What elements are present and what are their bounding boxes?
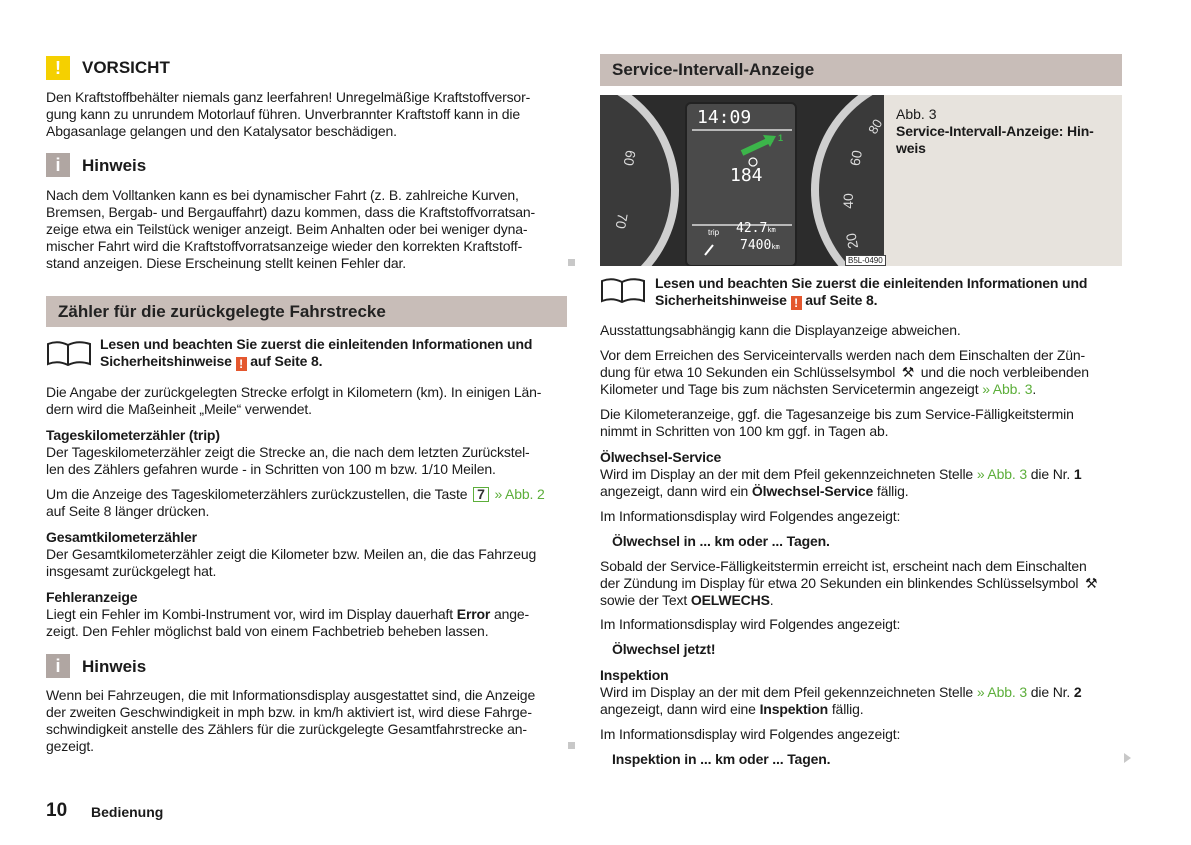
text: der Zündung im Display für etwa 20 Sekunden ein blinkendes Schlüsselsymbol: [600, 575, 1083, 591]
unit: km: [767, 226, 776, 234]
text-line: [600, 381, 1089, 398]
text-line: [600, 322, 961, 339]
text: dung für etwa 10 Sekunden ein Schlüsselsymbol: [600, 364, 899, 380]
text: gung kann zu unrundem Motorlauf führen. Unverbrannter Kraftstoff kann in die: [46, 106, 520, 122]
gauge-label: 40: [839, 193, 856, 209]
text-line: [46, 704, 535, 721]
bold-text: Ölwechsel-Service: [751, 483, 874, 499]
unit: km: [771, 243, 780, 251]
text-line: [600, 616, 900, 633]
note-title: Hinweis: [82, 156, 147, 175]
display-message: [612, 751, 830, 768]
figure-caption: [896, 123, 1094, 157]
bold-text: Inspektion: [759, 701, 829, 717]
text-line: [600, 684, 1082, 701]
reset-paragraph: [46, 486, 545, 520]
bold-text: Lesen und beachten Sie zuerst die einleitenden Informationen und: [100, 336, 533, 352]
caution-title: VORSICHT: [82, 58, 170, 77]
text-line: [600, 667, 1082, 684]
note-text: [46, 187, 535, 272]
text: die Nr.: [1027, 466, 1074, 482]
bold-text: Ölwechsel-Service: [600, 449, 722, 465]
text: Wird im Display an der mit dem Pfeil gekennzeichneten Stelle: [600, 466, 977, 482]
text: Nach dem Volltanken kann es bei dynamischer Fahrt (z. B. zahlreiche Kurven,: [46, 187, 519, 203]
text-line: [600, 592, 1100, 609]
text: Sobald der Service-Fälligkeitstermin erreicht ist, erscheint nach dem Einschalten: [600, 558, 1087, 574]
text-line: [46, 503, 545, 520]
text-line: [896, 123, 1094, 140]
text: mischer Fahrt wird die Kraftstoffvorratsanzeige wieder den korrekten Kraftstoff-: [46, 238, 523, 254]
text-line: [46, 204, 535, 221]
bold-text: Error: [456, 606, 491, 622]
note-text: [46, 687, 535, 755]
trip-value: 42.7: [736, 221, 768, 236]
text: len des Zählers gefahren wurde - in Schritten von 100 m bzw. 1/10 Meilen.: [46, 461, 496, 477]
gauge-label: 60: [846, 148, 866, 168]
text-line: [46, 738, 535, 755]
text: stand anzeigen. Diese Erscheinung stellt keinen Fehler dar.: [46, 255, 407, 271]
text-line: [600, 575, 1100, 592]
text: fällig.: [828, 701, 864, 717]
text: Ausstattungsabhängig kann die Displayanzeige abweichen.: [600, 322, 961, 338]
oil-paragraph: [600, 449, 1082, 500]
paragraph: [600, 508, 900, 525]
text-line: [612, 641, 715, 658]
chapter-name: Bedienung: [91, 804, 164, 820]
text-line: [46, 563, 536, 580]
text: schwindigkeit anstelle des Zählers für die zurückgelegte Gesamtfahrstrecke an-: [46, 721, 527, 737]
bold-text: Ölwechsel jetzt!: [612, 641, 716, 657]
text-line: [600, 726, 900, 743]
text-line: [600, 423, 1074, 440]
text-line: [46, 106, 530, 123]
bold-text: Lesen und beachten Sie zuerst die einleitenden Informationen und: [655, 275, 1088, 291]
text: Kilometer und Tage bis zum nächsten Servicetermin angezeigt: [600, 381, 983, 397]
text-line: [46, 461, 530, 478]
text: Um die Anzeige des Tageskilometerzählers zurückzustellen, die Taste: [46, 486, 472, 502]
end-mark: [568, 259, 575, 266]
text-line: [600, 701, 1082, 718]
wrench-icon: ⚒: [901, 364, 915, 380]
text: nimmt in Schritten von 100 km ggf. in Tagen ab.: [600, 423, 889, 439]
text: und die noch verbleibenden: [916, 364, 1089, 380]
text: Der Tageskilometerzähler zeigt die Strecke an, die nach dem letzten Zurückstel-: [46, 444, 530, 460]
read-first-notice: [655, 275, 1087, 309]
text: weis: [896, 140, 926, 156]
text-line: [46, 546, 536, 563]
text-line: [600, 466, 1082, 483]
text-line: [600, 347, 1089, 364]
service-km-value: 7400: [740, 238, 772, 253]
read-first-notice: [100, 336, 532, 370]
text-line: [46, 255, 535, 272]
text: angezeigt, dann wird eine: [600, 701, 760, 717]
text: fällig.: [873, 483, 909, 499]
bold-text: OELWECHS: [690, 592, 770, 608]
wrench-icon: ⚒: [1084, 575, 1098, 591]
section-title: Zähler für die zurückgelegte Fahrstrecke: [46, 296, 567, 327]
text-line: [100, 336, 532, 353]
text-line: [612, 533, 830, 550]
info-icon: i: [46, 153, 70, 177]
total-paragraph: [46, 529, 536, 580]
bold-text: Inspektion in ... km oder ... Tagen.: [612, 751, 831, 767]
figure-label: Abb. 3: [896, 106, 937, 122]
text-line: [100, 353, 532, 370]
text: .: [769, 592, 774, 608]
page-number: 10: [46, 800, 68, 821]
text: Vor dem Erreichen des Serviceintervalls werden nach dem Einschalten der Zün-: [600, 347, 1086, 363]
gauge-label: 70: [612, 211, 632, 231]
figure-link[interactable]: » Abb. 3: [976, 684, 1027, 700]
text-line: [46, 687, 535, 704]
text-line: [655, 292, 1087, 309]
text-line: [46, 238, 535, 255]
text: Den Kraftstoffbehälter niemals ganz leerfahren! Unregelmäßige Kraftstoffversor-: [46, 89, 531, 105]
inspection-paragraph: [600, 667, 1082, 718]
text: Wenn bei Fahrzeugen, die mit Informationsdisplay ausgestattet sind, die Anzeige: [46, 687, 536, 703]
text-line: [655, 275, 1087, 292]
text-line: [46, 486, 545, 503]
book-icon: [46, 340, 92, 366]
gauge-label: 20: [842, 231, 862, 251]
text: Im Informationsdisplay wird Folgendes angezeigt:: [600, 508, 901, 524]
text-line: [600, 364, 1089, 381]
paragraph: [600, 347, 1089, 398]
bold-text: auf Seite 8.: [801, 292, 878, 308]
bold-text: Tageskilometerzähler (trip): [46, 427, 220, 443]
text: angezeigt, dann wird ein: [600, 483, 752, 499]
paragraph: [46, 384, 541, 418]
text: Bremsen, Bergab- und Bergauffahrt) dazu kommen, dass die Kraftstoffvorratsan-: [46, 204, 536, 220]
text: Die Angabe der zurückgelegten Strecke erfolgt in Kilometern (km). In einigen Län-: [46, 384, 542, 400]
arrow-number: 1: [778, 133, 784, 143]
text-line: [896, 140, 1094, 157]
figure-link[interactable]: » Abb. 2: [490, 486, 545, 502]
text-line: [46, 623, 529, 640]
text: der zweiten Geschwindigkeit in mph bzw. in km/h aktiviert ist, wird diese Fahrge-: [46, 704, 532, 720]
info-icon: i: [46, 654, 70, 678]
text: zeigt. Den Fehler möglichst bald von einem Fachbetrieb beheben lassen.: [46, 623, 489, 639]
display-message: [612, 641, 715, 658]
text-line: [46, 123, 530, 140]
figure-code: B5L-0490: [845, 255, 886, 266]
paragraph: [600, 726, 900, 743]
warning-icon: !: [791, 296, 802, 310]
section-title: Service-Intervall-Anzeige: [600, 54, 1122, 86]
caution-icon: !: [46, 56, 70, 80]
note-title: Hinweis: [82, 657, 147, 676]
bold-text: Fehleranzeige: [46, 589, 138, 605]
bold-text: Sicherheitshinweise: [655, 292, 791, 308]
text: insgesamt zurückgelegt hat.: [46, 563, 217, 579]
trip-readout: [736, 221, 776, 236]
caution-text: [46, 89, 530, 140]
text-line: [46, 384, 541, 401]
text: Im Informationsdisplay wird Folgendes angezeigt:: [600, 616, 901, 632]
text-line: [46, 401, 541, 418]
text: Service-Intervall-Anzeige: Hin-: [896, 123, 1094, 139]
warning-icon: !: [236, 357, 247, 371]
text: zeige etwa ein Teilstück weniger anzeigt. Beim Anhalten oder bei weniger dyna-: [46, 221, 528, 237]
figure-link[interactable]: » Abb. 3: [976, 466, 1027, 482]
bold-text: Inspektion: [600, 667, 669, 683]
book-icon: [600, 277, 646, 303]
key-number: 7: [473, 487, 489, 502]
text: sowie der Text: [600, 592, 691, 608]
days-readout: 184: [730, 165, 763, 186]
text: Wird im Display an der mit dem Pfeil gekennzeichneten Stelle: [600, 684, 977, 700]
text-line: [600, 508, 900, 525]
text-line: [600, 483, 1082, 500]
display-message: [612, 533, 830, 550]
text-line: [600, 406, 1074, 423]
text: Die Kilometeranzeige, ggf. die Tagesanzeige bis zum Service-Fälligkeitstermin: [600, 406, 1074, 422]
text: Abgasanlage gelangen und den Katalysator beschädigen.: [46, 123, 397, 139]
text-line: [600, 449, 1082, 466]
gauge-label: 60: [620, 148, 640, 168]
bold-text: 1: [1073, 466, 1082, 482]
bold-text: Ölwechsel in ... km oder ... Tagen.: [612, 533, 830, 549]
bold-text: 2: [1073, 684, 1082, 700]
text-line: [46, 444, 530, 461]
text-line: [46, 589, 529, 606]
text-line: [46, 606, 529, 623]
bold-text: Sicherheitshinweise: [100, 353, 236, 369]
figure-link[interactable]: » Abb. 3: [982, 381, 1033, 397]
continue-arrow-icon: [1124, 753, 1131, 763]
figure: [600, 95, 1122, 266]
bold-text: auf Seite 8.: [246, 353, 323, 369]
text-line: [46, 427, 530, 444]
gauge-label: 80: [865, 116, 886, 137]
clock-readout: 14:09: [697, 107, 752, 128]
trip-paragraph: [46, 427, 530, 478]
text-line: [46, 529, 536, 546]
text: Liegt ein Fehler im Kombi-Instrument vor, wird im Display dauerhaft: [46, 606, 457, 622]
text: dern wird die Maßeinheit „Meile“ verwendet.: [46, 401, 312, 417]
paragraph: [600, 558, 1100, 609]
text-line: [600, 558, 1100, 575]
text: Im Informationsdisplay wird Folgendes angezeigt:: [600, 726, 901, 742]
text: die Nr.: [1027, 684, 1074, 700]
text-line: [46, 221, 535, 238]
text: .: [1032, 381, 1037, 397]
text-line: [46, 187, 535, 204]
odo-readout: [740, 238, 780, 253]
paragraph: [600, 322, 961, 339]
text-line: [46, 721, 535, 738]
text: auf Seite 8 länger drücken.: [46, 503, 210, 519]
trip-label: trip: [708, 228, 720, 237]
error-paragraph: [46, 589, 529, 640]
paragraph: [600, 406, 1074, 440]
end-mark: [568, 742, 575, 749]
text: gezeigt.: [46, 738, 94, 754]
paragraph: [600, 616, 900, 633]
bold-text: Gesamtkilometerzähler: [46, 529, 197, 545]
text: Der Gesamtkilometerzähler zeigt die Kilometer bzw. Meilen an, die das Fahrzeug: [46, 546, 537, 562]
text-line: [612, 751, 830, 768]
text-line: [46, 89, 530, 106]
text: ange-: [490, 606, 530, 622]
